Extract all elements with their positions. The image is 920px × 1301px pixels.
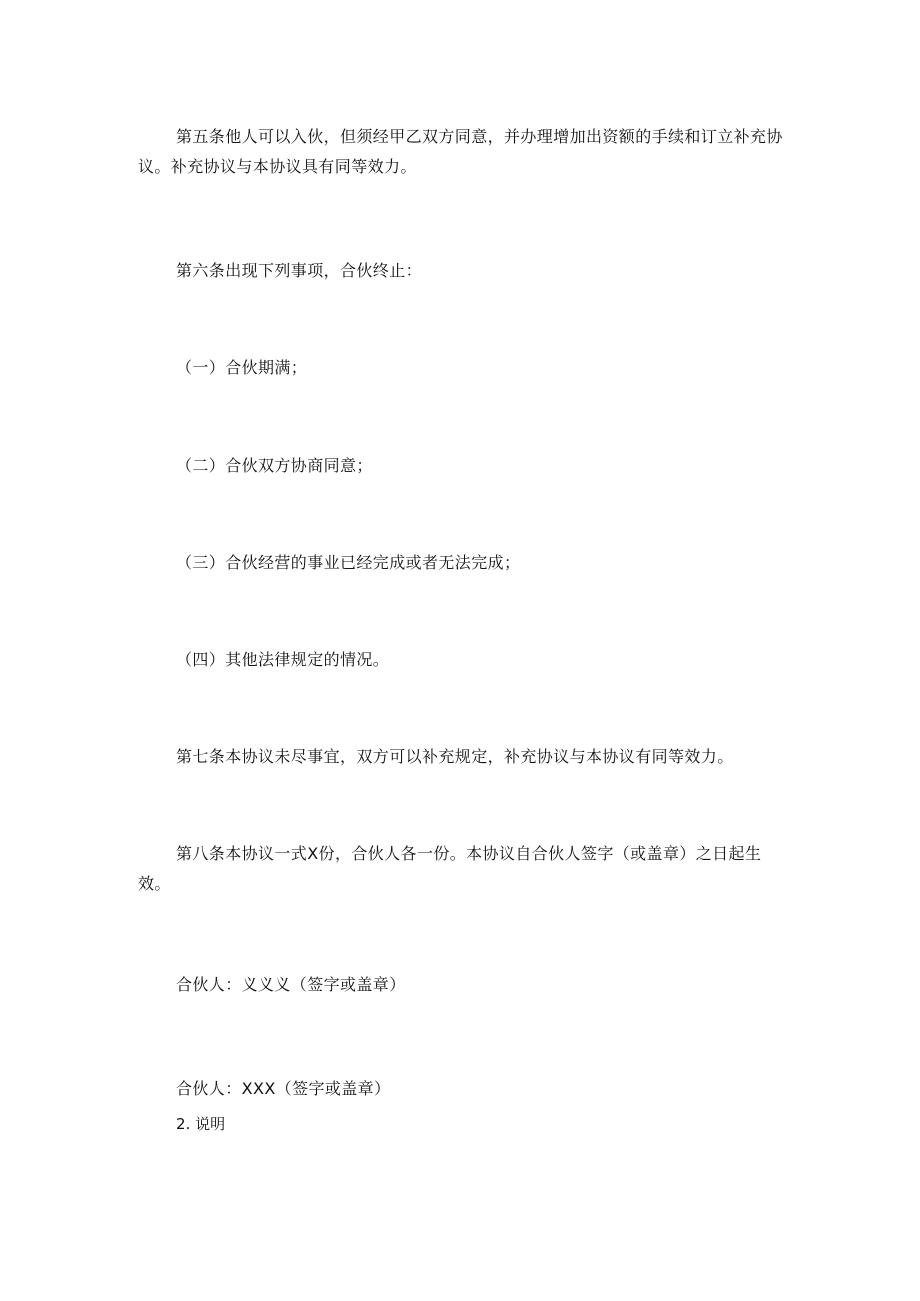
partner-signature-line-2: 合伙人：XXX（签字或盖章） — [176, 1079, 391, 1098]
termination-item-3: （三）合伙经营的事业已经完成或者无法完成； — [176, 553, 521, 572]
termination-item-2: （二）合伙双方协商同意； — [176, 456, 373, 475]
partner-signature-line-1: 合伙人：义义义（签字或盖章） — [176, 975, 406, 994]
termination-item-1: （一）合伙期满； — [176, 358, 308, 377]
clause-7-paragraph: 第七条本协议未尽事宜，双方可以补充规定，补充协议与本协议有同等效力。 — [176, 747, 734, 766]
clause-6-paragraph: 第六条出现下列事项，合伙终止： — [176, 261, 423, 280]
clause-5-paragraph: 第五条他人可以入伙，但须经甲乙双方同意，并办理增加出资额的手续和订立补充协议。补充协议与本协议具有同等效力。 — [138, 127, 783, 176]
section-heading: 2. 说明 — [176, 1115, 226, 1133]
termination-item-4: （四）其他法律规定的情况。 — [176, 650, 390, 669]
clause-8-paragraph: 第八条本协议一式X份，合伙人各一份。本协议自合伙人签字（或盖章）之日起生效。 — [138, 844, 762, 893]
